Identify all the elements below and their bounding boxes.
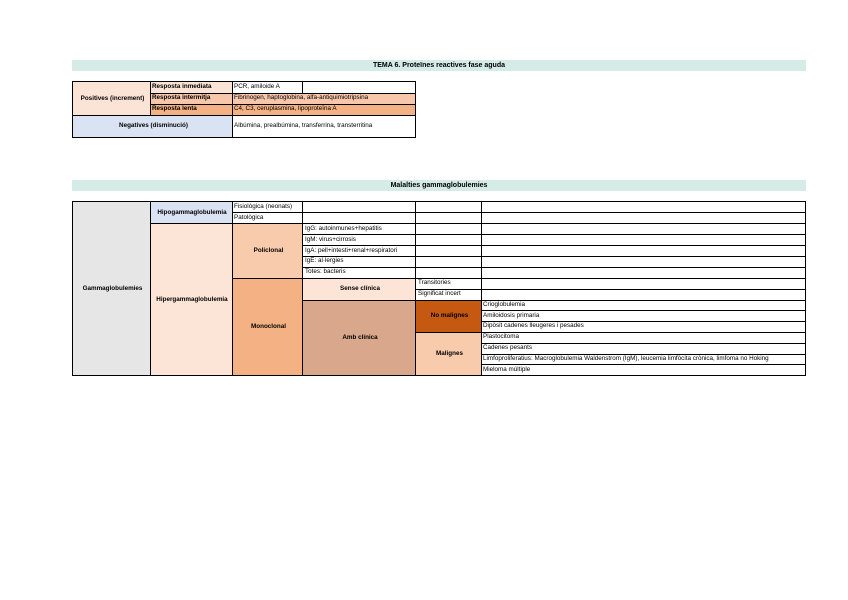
table2-border (302, 300, 806, 301)
table1-border (232, 81, 233, 138)
table2-border (302, 267, 806, 268)
policlonal-item: IgM: virus+cirrosis (305, 236, 356, 243)
table2-border (481, 310, 806, 311)
table1-border (72, 81, 73, 138)
table2-border (232, 201, 233, 376)
negatives-label: Negatives (disminució) (119, 122, 188, 129)
policlonal-label: Policlonal (253, 247, 284, 254)
resposta-lenta-value: C4, C3, ceruplasmina, lipoproteïna A (234, 105, 337, 112)
gammaglobulemies-label: Gammaglobulemies (82, 285, 143, 292)
table2-border (232, 278, 806, 279)
table1-border (72, 115, 416, 116)
hipo-item: Patològica (234, 214, 264, 221)
hipo-item: Fisiològica (neonats) (234, 203, 293, 210)
table2-border (481, 354, 806, 355)
no-malignes-item: Dipòsit cadenes lleugeres i pesades (483, 322, 584, 329)
table2-border (415, 289, 806, 290)
malignes-label: Malignes (436, 350, 463, 357)
section2-title: Malalties gammaglobulemies (72, 180, 806, 191)
policlonal-item: IgE: al·lergies (305, 257, 344, 264)
sense-clinica-item: Transitories (418, 279, 451, 286)
no-malignes-label: No malignes (430, 312, 469, 319)
section1-title: TEMA 6. Proteïnes reactives fase aguda (72, 60, 806, 71)
table2-border (481, 343, 806, 344)
table1-border (302, 81, 303, 93)
table2-border (72, 201, 73, 376)
negatives-value: Albúmina, prealbúmina, transferrina, transterritina (234, 122, 373, 129)
table2-border (481, 321, 806, 322)
table2-border (302, 256, 806, 257)
table2-border (302, 245, 806, 246)
policlonal-item: IgA: pell+intesti+renal+respiratori (305, 247, 398, 254)
table1-border (150, 104, 416, 105)
malignes-item: Cadenes pesants (483, 344, 533, 351)
monoclonal-label: Monoclonal (251, 323, 286, 330)
resposta-inmediata-label: Resposta inmediata (152, 83, 212, 90)
malignes-item: Limfoproliferatius: Macroglobulemia Waldenstrom (IgM), leucemia limfòcita crònica, limfoma no Hoking (483, 355, 769, 362)
table2-border (150, 223, 806, 224)
table2-border (232, 212, 806, 213)
resposta-intermitja-value: Fibrinogen, haptoglobina, alfa-antiquimiotripsina (234, 94, 369, 101)
policlonal-item: IgG: autoinmunes+hepatitis (305, 225, 382, 232)
policlonal-item: Totes: bacteris (305, 268, 346, 275)
table1-border (150, 93, 416, 94)
positives-label: Positives (increment) (80, 94, 145, 102)
amb-clinica-label: Amb clínica (342, 334, 378, 341)
hipo-label: Hipogammaglobulemia (157, 209, 227, 216)
table2-border (302, 201, 303, 376)
malignes-item: Mieloma múltiple (483, 366, 531, 373)
table2-border (415, 332, 806, 333)
sense-clinica-item: Significat incert (418, 290, 461, 297)
table1-border (150, 81, 151, 115)
resposta-lenta-label: Resposta lenta (152, 105, 197, 112)
table1-border (72, 137, 416, 138)
table2-border (72, 201, 806, 202)
table2-border (72, 375, 806, 376)
sense-clinica-label: Sense clínica (340, 285, 380, 292)
no-malignes-item: Crioglobulemia (483, 301, 525, 308)
table1-border (72, 81, 416, 82)
resposta-intermitja-label: Resposta intermitja (152, 94, 211, 101)
resposta-inmediata-value: PCR, amiloide A (234, 83, 280, 90)
table2-border (150, 201, 151, 376)
table2-border (481, 364, 806, 365)
table1-border (415, 81, 416, 138)
malignes-item: Plastocitoma (483, 333, 520, 340)
hiper-label: Hipergammaglobulemia (156, 296, 228, 303)
table2-border (302, 234, 806, 235)
no-malignes-item: Amiloidosis primaria (483, 312, 540, 319)
